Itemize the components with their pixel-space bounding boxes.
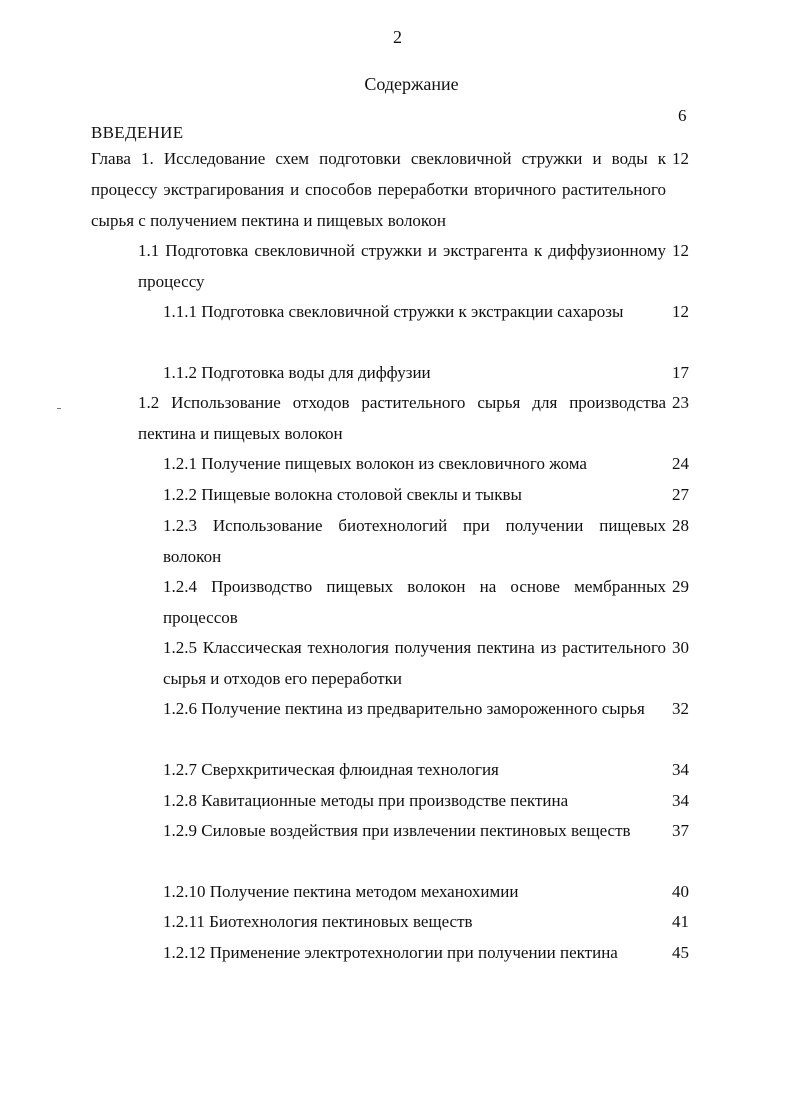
toc-entry-page: 32 (672, 699, 689, 718)
toc-entry-1-2-1 (163, 448, 700, 479)
toc-entry-page: 24 (672, 454, 689, 473)
toc-entry-page: 12 (672, 241, 689, 260)
toc-entry-1-2-12 (163, 937, 700, 968)
toc-entry-text: 1.2.12 Применение электротехнологии при получении пектина (163, 943, 618, 962)
toc-entry-1-2-10 (163, 876, 700, 907)
toc-entry-text: 1.2.9 Силовые воздействия при извлечении пектиновых веществ (163, 821, 631, 840)
toc-entry-1-2-5 (163, 632, 700, 694)
toc-entry-text: 1.1 Подготовка свекловичной стружки и экстрагента к диффузионному процессу (138, 241, 666, 291)
toc-entry-text: 1.2.5 Классическая технология получения пектина из растительного сырья и отходов его переработки (163, 638, 666, 688)
toc-entry-page: 12 (672, 302, 689, 321)
toc-entry-1-2-2 (163, 479, 700, 510)
toc-entry-page: 27 (672, 485, 689, 504)
toc-entry-1-1-1 (163, 296, 700, 327)
toc-entry-page: 34 (672, 760, 689, 779)
toc-entry-page: 41 (672, 912, 689, 931)
toc-entry-page: 30 (672, 638, 689, 657)
intro-page-number: 6 (678, 106, 687, 125)
page-number: 2 (393, 27, 402, 47)
toc-entry-chapter-1 (91, 143, 700, 236)
toc-entry-1-2 (138, 387, 700, 449)
toc-title: Содержание (364, 74, 459, 94)
toc-entry-page: 23 (672, 393, 689, 412)
toc-entry-text: 1.2 Использование отходов растительного сырья для производства пектина и пищевых волокон (138, 393, 666, 443)
toc-entry-text: Глава 1. Исследование схем подготовки свекловичной стружки и воды к процессу экстрагирования и способов переработки вторичного растительного сырья с получением пектина и пищевых волокон (91, 149, 666, 230)
toc-entry-page: 17 (672, 363, 689, 382)
toc-entry-text: 1.2.4 Производство пищевых волокон на основе мембранных процессов (163, 577, 666, 627)
toc-entry-1-2-8 (163, 785, 700, 816)
toc-entry-1-2-6 (163, 693, 700, 724)
toc-entry-text: 1.2.2 Пищевые волокна столовой свеклы и тыквы (163, 485, 522, 504)
toc-entry-1-1-2 (163, 357, 700, 388)
toc-entry-text: 1.2.8 Кавитационные методы при производстве пектина (163, 791, 569, 810)
toc-entry-text: 1.2.10 Получение пектина методом механохимии (163, 882, 519, 901)
toc-entry-text: 1.2.6 Получение пектина из предварительно замороженного сырья (163, 699, 645, 718)
toc-entry-text: 1.1.2 Подготовка воды для диффузии (163, 363, 431, 382)
toc-entry-page: 28 (672, 516, 689, 535)
toc-entry-text: 1.2.1 Получение пищевых волокон из свекловичного жома (163, 454, 587, 473)
toc-entry-page: 29 (672, 577, 689, 596)
toc-entry-page: 34 (672, 791, 689, 810)
toc-entry-text: 1.2.7 Сверхкритическая флюидная технология (163, 760, 499, 779)
toc-entry-1-2-4 (163, 571, 700, 633)
toc-entry-page: 40 (672, 882, 689, 901)
toc-entry-text: 1.1.1 Подготовка свекловичной стружки к экстракции сахарозы (163, 302, 624, 321)
toc-entry-1-2-11 (163, 906, 700, 937)
toc-entry-1-2-9 (163, 815, 700, 846)
toc-entry-page: 12 (672, 149, 689, 168)
toc-entry-page: 37 (672, 821, 689, 840)
toc-entry-1-1 (138, 235, 700, 297)
toc-entry-text: 1.2.11 Биотехнология пектиновых веществ (163, 912, 473, 931)
margin-mark (57, 408, 61, 409)
toc-entry-1-2-3 (163, 510, 700, 572)
toc-entry-1-2-7 (163, 754, 700, 785)
toc-entry-text: 1.2.3 Использование биотехнологий при получении пищевых волокон (163, 516, 666, 566)
toc-entry-page: 45 (672, 943, 689, 962)
intro-label: ВВЕДЕНИЕ (91, 123, 184, 142)
